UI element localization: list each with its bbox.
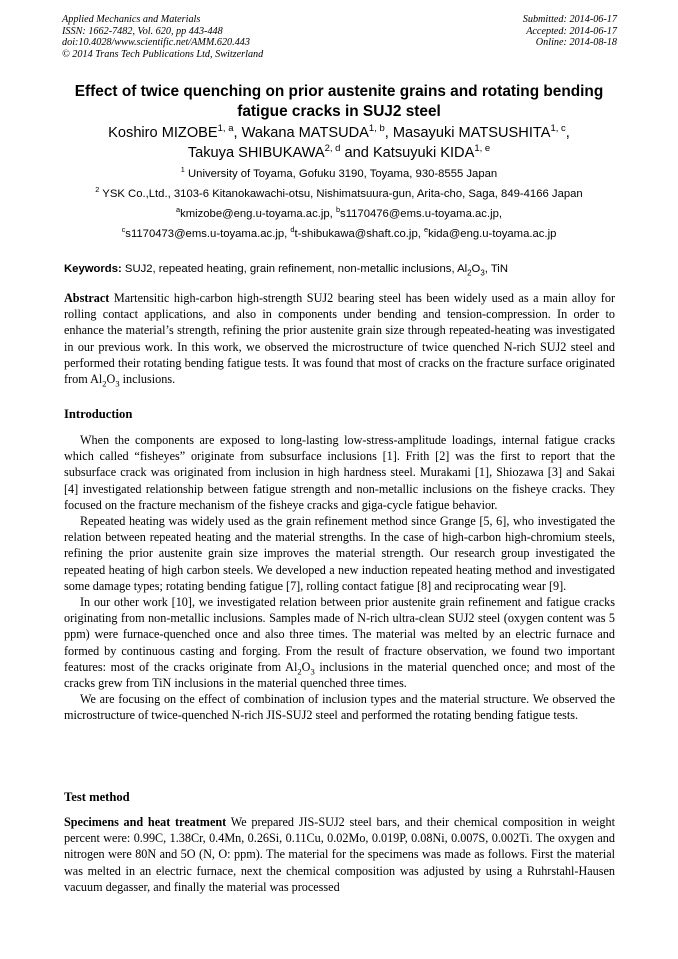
author-affil-mark: 1, b — [368, 123, 385, 135]
subscript: 3 — [480, 268, 485, 278]
author-list — [40, 124, 638, 163]
keywords-label: Keywords: — [64, 263, 122, 275]
email-link[interactable]: kmizobe@eng.u-toyama.ac.jp, — [180, 208, 333, 220]
introduction-section — [64, 432, 615, 724]
abstract-text-end: inclusions. — [119, 372, 176, 387]
accepted-date: Accepted: 2014-06-17 — [526, 25, 617, 37]
affil-text: YSK Co.,Ltd., 3103-6 Kitanokawachi-otsu, Nishimatsuura-gun, Arita-cho, Saga, 849-4166 Japan — [102, 188, 583, 200]
author-name: Wakana MATSUDA — [241, 125, 369, 141]
email-link[interactable]: kida@eng.u-toyama.ac.jp — [428, 228, 557, 240]
paragraph: We are focusing on the effect of combination of inclusion types and the material structure. We observed the microstructure of twice-quenched N-rich JIS-SUJ2 steel and performed the rotating bending fatigue tests. — [64, 692, 615, 723]
affiliation-2 — [30, 184, 648, 204]
paragraph-text: In our other work [10], we investigated relation between prior austenite grain refinement and fatigue cracks originating from non-metallic inclusions. Samples made of N-rich ultra-clean SUJ2 steel (oxygen content was 5 ppm) were furnace-quenched once and also three times. The material was melted by an electric furnace and formed by continuous casting and forging. From the result of fracture observation, we found two important features: most of the cracks originate from Al — [64, 595, 615, 674]
affiliation-1 — [30, 164, 648, 184]
paragraph-text: inclusions in the material quenched once; and most of the cracks grew from TiN inclusions in the material quenched three times. — [64, 659, 616, 691]
paragraph: When the components are exposed to long-lasting low-stress-amplitude loadings, internal fatigue cracks which called “fisheyes” originate from subsurface inclusions [1]. Frith [2] was the first to report that the subsurface crack was originated from inclusion in high hardness steel. Murakami [1], Shiozawa [3] and Sakai [4] investigated relationship between fatigue strength and non-metallic inclusions on the fisheye cracks. They focused on the fracture mechanism of the fisheye cracks and giga-cycle fatigue behavior. — [64, 433, 615, 512]
journal-info — [62, 14, 263, 60]
email-mark: d — [290, 225, 295, 235]
formula-part: O — [471, 263, 481, 275]
author-name: Koshiro MIZOBE — [108, 125, 218, 141]
subscript: 3 — [115, 378, 120, 389]
publication-dates — [523, 14, 617, 49]
subscript: 3 — [310, 666, 315, 677]
email-mark: b — [335, 205, 341, 215]
author-line-2 — [40, 144, 638, 164]
abstract-text: Martensitic high-carbon high-strength SUJ2 bearing steel has been widely used as a main alloy for rolling contact applications, and also in components under bending and tension-compression. In order to enhance the material’s strength, refining the prior austenite grain size through repeated-heating was investigated in our previous work. In this work, we observed the microstructure of twice quenched N-rich SUJ2 steel and performed their rotating bending fatigue tests. It was found that most of cracks on the fracture surface originated from Al — [64, 291, 615, 387]
subscript: 2 — [467, 268, 472, 278]
formula-part: O — [106, 372, 116, 387]
email-mark: e — [424, 225, 429, 235]
paragraph: Repeated heating was widely used as the grain refinement method since Grange [5, 6], who investigated the relation between repeated heating and the material strengths. In the case of high-carbon high-chromium steels, refining the prior austenite grain size improves the material strength. Our research group investigated the repeated heating of high carbon steels. We developed a new induction repeated heating method and investigated some damage types; rotating bending fatigue [7], rolling contact fatigue [8] and reciprocating wear [9]. — [64, 514, 615, 593]
subscript: 2 — [297, 666, 302, 677]
journal-doi[interactable]: doi:10.4028/www.scientific.net/AMM.620.443 — [62, 37, 250, 49]
author-name: Katsuyuki KIDA — [372, 144, 475, 161]
paper-title — [40, 82, 638, 121]
email-mark: a — [175, 205, 181, 215]
author-name: Takuya SHIBUKAWA — [187, 144, 325, 161]
abstract-label: Abstract — [64, 291, 110, 305]
email-link[interactable]: t-shibukawa@shaft.co.jp, — [294, 228, 421, 240]
abstract-section — [64, 290, 615, 387]
email-line-1 — [30, 204, 648, 224]
title-line-1: Effect of twice quenching on prior austenite grains and rotating bending — [74, 83, 604, 100]
paragraph-text: We prepared JIS-SUJ2 steel bars, and their chemical composition in weight percent were: 0.99C, 1.38Cr, 0.4Mn, 0.26Si, 0.11Cu, 0.02Mo, 0.019P, 0.08Ni, 0.007S, 0.002Ti. The oxygen and nitrogen were 80N and 5O (N, O: ppm). The material for the specimens was made as follows. First the material was melted in an electric furnace, next the chemical composition was adjusted by using a Ruhrstahl-Hausen vacuum degasser, and finally the material was processed — [64, 815, 616, 894]
affil-number: 1 — [180, 165, 185, 175]
author-line-1: Koshiro MIZOBE$^{1, a}$, Wakana MATSUDA$^{1, b}$, Masayuki MATSUSHITA$^{1, c}$, — [108, 123, 570, 141]
introduction-heading: Introduction — [64, 407, 133, 421]
author-name: Masayuki MATSUSHITA — [392, 125, 551, 141]
subscript: 2 — [102, 378, 107, 389]
email-line-2 — [30, 224, 648, 244]
submitted-date: Submitted: 2014-06-17 — [522, 14, 617, 25]
paragraph — [64, 594, 615, 691]
author-affil-mark: 1, e — [474, 142, 491, 154]
test-method-heading: Test method — [64, 790, 130, 804]
online-date: Online: 2014-08-18 — [535, 37, 617, 49]
keywords-text: SUJ2, repeated heating, grain refinement, non-metallic inclusions, Al — [124, 263, 468, 275]
keywords-text-end: , TiN — [484, 263, 508, 275]
author-affil-mark: 1, c — [550, 123, 566, 135]
author-affil-mark: 2, d — [324, 142, 341, 154]
affiliations — [30, 164, 648, 244]
affil-text: University of Toyama, Gofuku 3190, Toyama, 930-8555 Japan — [188, 168, 498, 180]
journal-name: Applied Mechanics and Materials — [62, 14, 201, 25]
email-mark: c — [121, 225, 126, 235]
subsection-label: Specimens and heat treatment — [64, 815, 227, 829]
email-link[interactable]: s1170473@ems.u-toyama.ac.jp, — [125, 228, 288, 240]
author-conjunction: and — [344, 144, 369, 161]
journal-copyright: © 2014 Trans Tech Publications Ltd, Switzerland — [62, 48, 264, 60]
email-link[interactable]: s1170476@ems.u-toyama.ac.jp, — [340, 208, 503, 220]
author-affil-mark: 1, a — [217, 123, 234, 135]
affil-number: 2 — [95, 185, 100, 195]
keywords-section — [64, 261, 624, 277]
formula-part: O — [301, 659, 311, 674]
test-method-section — [64, 814, 615, 895]
title-line-2: fatigue cracks in SUJ2 steel — [237, 102, 441, 120]
journal-issn: ISSN: 1662-7482, Vol. 620, pp 443-448 — [62, 25, 223, 37]
